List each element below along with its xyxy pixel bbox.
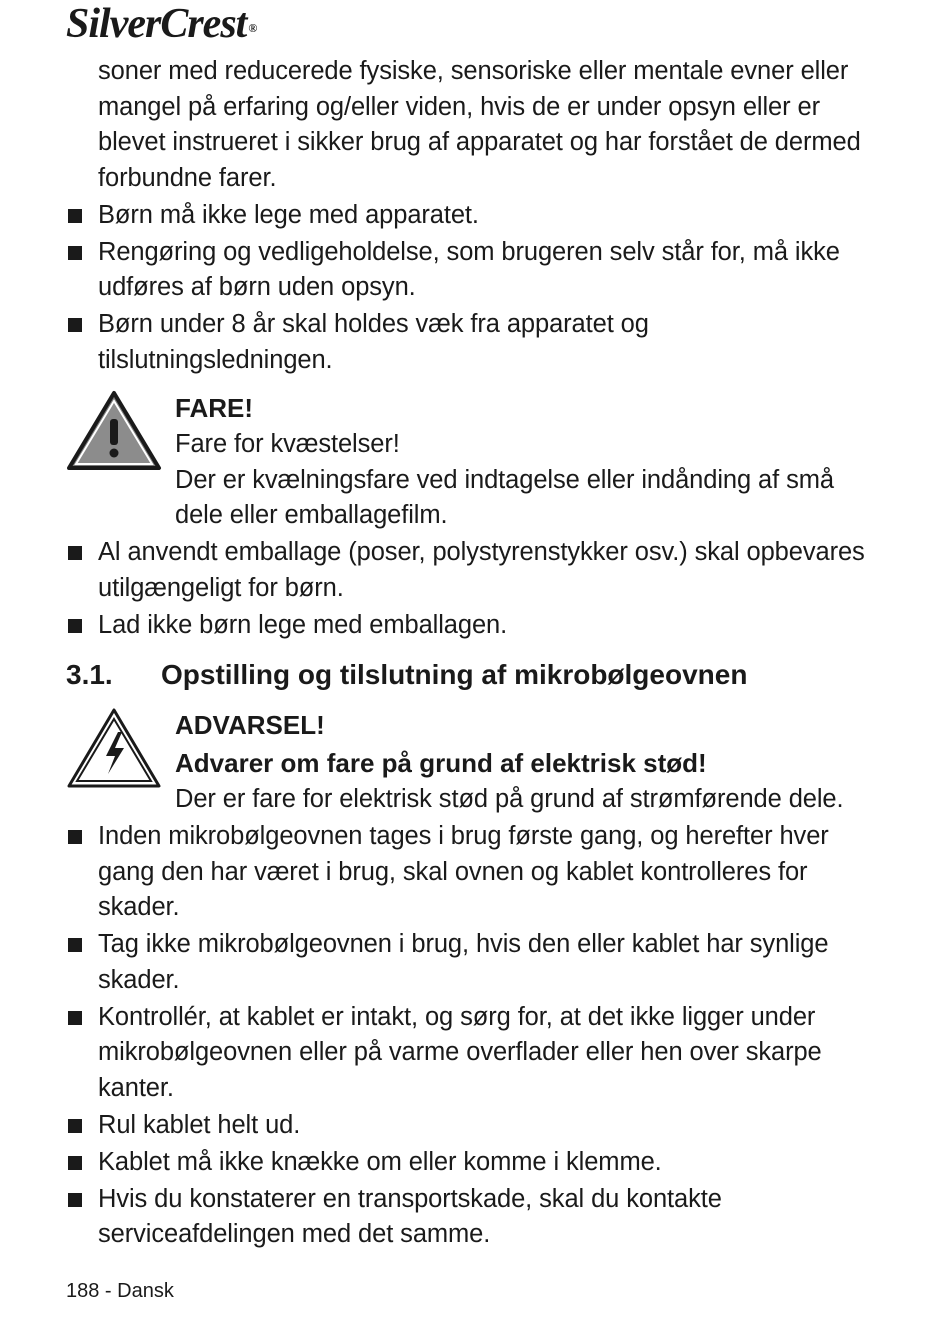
bullet-square-icon — [68, 1011, 82, 1025]
list-item: Lad ikke børn lege med emballagen. — [66, 608, 866, 644]
danger-text: Der er kvælningsfare ved indtagelse eller indånding af små dele eller emballagefilm. — [175, 465, 834, 529]
bullet-square-icon — [68, 1193, 82, 1207]
bullet-square-icon — [68, 619, 82, 633]
list-item: Rengøring og vedligeholdelse, som brugeren selv står for, må ikke udføres af børn uden opsyn. — [66, 235, 866, 306]
list-item: Kontrollér, at kablet er intakt, og sørg for, at det ikke ligger under mikrobølgeovnen eller på varme overflader eller hen over skarpe kanter. — [66, 1000, 866, 1107]
list-item: Tag ikke mikrobølgeovnen i brug, hvis den eller kablet har synlige skader. — [66, 927, 866, 998]
section-number: 3.1. — [66, 659, 113, 690]
list-item: Rul kablet helt ud. — [66, 1108, 866, 1144]
list-item: Inden mikrobølgeovnen tages i brug første gang, og herefter hver gang den har været i brug, skal ovnen og kablet kontrolleres for skader. — [66, 819, 866, 926]
warning-title: ADVARSEL! — [175, 710, 325, 740]
page-footer: 188 - Dansk — [66, 1280, 174, 1302]
section-title: Opstilling og tilslutning af mikrobølgeovnen — [161, 659, 748, 690]
warning-notice — [66, 706, 866, 818]
danger-subtitle: Fare for kvæstelser! — [175, 430, 400, 458]
warning-subtitle: Advarer om fare på grund af elektrisk stød! — [175, 748, 707, 778]
list-item: Al anvendt emballage (poser, polystyrenstykker osv.) skal opbevares utilgængeligt for børn. — [66, 535, 866, 606]
bullet-square-icon — [68, 830, 82, 844]
list-item: Hvis du konstaterer en transportskade, skal du kontakte serviceafdelingen med det samme. — [66, 1182, 866, 1253]
list-item: Børn må ikke lege med apparatet. — [66, 198, 866, 234]
bullet-square-icon — [68, 209, 82, 223]
page-content — [66, 54, 866, 1253]
danger-notice — [66, 389, 866, 534]
warning-triangle-icon — [66, 389, 162, 471]
electric-shock-icon — [66, 706, 162, 790]
list-item: Kablet må ikke knække om eller komme i klemme. — [66, 1145, 866, 1181]
intro-continuation: soner med reducerede fysiske, sensoriske eller mentale evner eller mangel på erfaring og/eller viden, hvis de er under opsyn eller er blevet instrueret i sikker brug af apparatet og har forstået de dermed forbundne farer. — [98, 57, 861, 192]
danger-title: FARE! — [175, 393, 253, 423]
list-item: Børn under 8 år skal holdes væk fra apparatet og tilslutningsledningen. — [66, 307, 866, 378]
bullet-square-icon — [68, 938, 82, 952]
bullet-square-icon — [68, 1119, 82, 1133]
bullet-square-icon — [68, 1156, 82, 1170]
silvercrest-logo: SilverCrest ® — [66, 1, 257, 47]
section-heading — [66, 655, 866, 695]
bullet-square-icon — [68, 246, 82, 260]
bullet-square-icon — [68, 546, 82, 560]
bullet-square-icon — [68, 318, 82, 332]
warning-text: Der er fare for elektrisk stød på grund af strømførende dele. — [175, 785, 844, 813]
